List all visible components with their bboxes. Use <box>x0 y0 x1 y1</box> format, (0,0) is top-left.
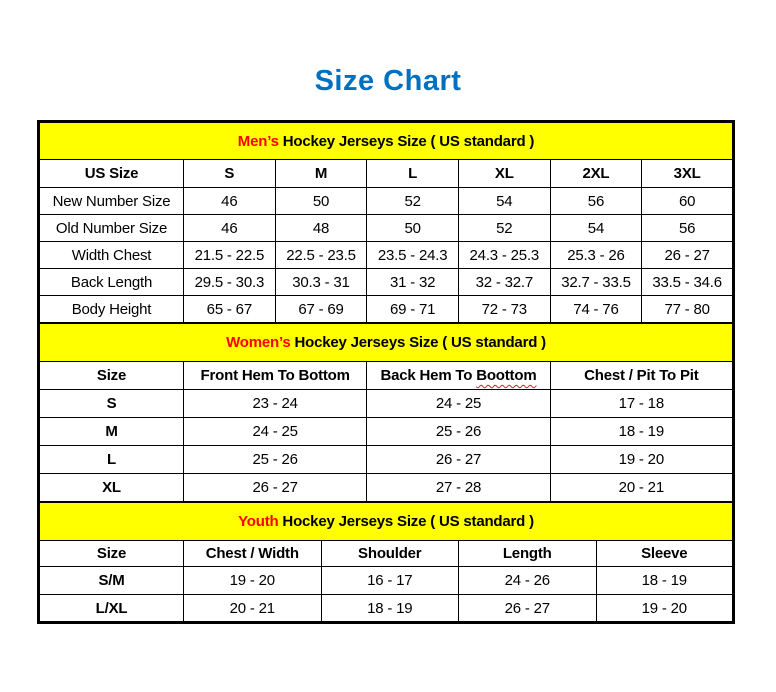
youth-col-chest-width: Chest / Width <box>184 541 322 567</box>
row-label: L/XL <box>39 595 184 623</box>
womens-col-back-hem-prefix: Back Hem To <box>380 367 477 384</box>
cell-value: 24 - 25 <box>367 390 550 418</box>
youth-size-table <box>37 502 735 624</box>
cell-value: 20 - 21 <box>550 474 733 502</box>
youth-col-sleeve: Sleeve <box>596 541 734 567</box>
cell-value: 26 - 27 <box>459 595 597 623</box>
cell-value: 72 - 73 <box>458 296 550 323</box>
mens-heading-rest: Hockey Jerseys Size ( US standard ) <box>278 132 535 150</box>
cell-value: 25.3 - 26 <box>550 242 642 269</box>
cell-value: 19 - 20 <box>550 446 733 474</box>
row-label: Back Length <box>39 269 184 296</box>
cell-value: 56 <box>550 188 642 215</box>
table-row <box>39 418 734 446</box>
table-row <box>39 390 734 418</box>
cell-value: 54 <box>458 188 550 215</box>
table-row <box>39 242 734 269</box>
row-label: Old Number Size <box>39 215 184 242</box>
womens-size-table <box>37 323 735 502</box>
cell-value: 18 - 19 <box>321 595 459 623</box>
cell-value: 46 <box>184 188 276 215</box>
size-tables-container <box>37 120 735 624</box>
cell-value: 27 - 28 <box>367 474 550 502</box>
cell-value: 20 - 21 <box>184 595 322 623</box>
table-row <box>39 296 734 323</box>
row-label: Width Chest <box>39 242 184 269</box>
row-label: S <box>39 390 184 418</box>
row-label: L <box>39 446 184 474</box>
cell-value: 18 - 19 <box>596 567 734 595</box>
cell-value: 56 <box>642 215 734 242</box>
row-label: New Number Size <box>39 188 184 215</box>
womens-heading-rest: Hockey Jerseys Size ( US standard ) <box>290 334 546 351</box>
table-row <box>39 567 734 595</box>
youth-heading-highlight: Youth <box>238 513 279 530</box>
cell-value: 21.5 - 22.5 <box>184 242 276 269</box>
youth-section-header-row <box>39 503 734 541</box>
cell-value: 25 - 26 <box>184 446 367 474</box>
cell-value: 50 <box>275 188 367 215</box>
mens-col-us-size: US Size <box>39 160 184 188</box>
row-label: M <box>39 418 184 446</box>
womens-section-header <box>39 324 734 362</box>
cell-value: 46 <box>184 215 276 242</box>
mens-col-l: L <box>367 160 459 188</box>
youth-column-header-row <box>39 541 734 567</box>
cell-value: 67 - 69 <box>275 296 367 323</box>
womens-col-back-hem <box>367 362 550 390</box>
womens-section-header-row <box>39 324 734 362</box>
cell-value: 65 - 67 <box>184 296 276 323</box>
mens-size-table <box>37 120 735 323</box>
cell-value: 22.5 - 23.5 <box>275 242 367 269</box>
womens-heading-highlight: Women’s <box>226 334 291 351</box>
cell-value: 24 - 25 <box>184 418 367 446</box>
cell-value: 19 - 20 <box>184 567 322 595</box>
cell-value: 54 <box>550 215 642 242</box>
youth-col-length: Length <box>459 541 597 567</box>
youth-heading-rest: Hockey Jerseys Size ( US standard ) <box>278 513 534 530</box>
cell-value: 52 <box>367 188 459 215</box>
mens-col-xl: XL <box>458 160 550 188</box>
page-title: Size Chart <box>314 65 462 97</box>
cell-value: 30.3 - 31 <box>275 269 367 296</box>
table-row <box>39 188 734 215</box>
cell-value: 50 <box>367 215 459 242</box>
row-label: Body Height <box>39 296 184 323</box>
cell-value: 48 <box>275 215 367 242</box>
cell-value: 60 <box>642 188 734 215</box>
cell-value: 17 - 18 <box>550 390 733 418</box>
youth-col-size: Size <box>39 541 184 567</box>
cell-value: 23.5 - 24.3 <box>367 242 459 269</box>
cell-value: 52 <box>458 215 550 242</box>
mens-section-header-row <box>39 122 734 160</box>
cell-value: 69 - 71 <box>367 296 459 323</box>
cell-value: 26 - 27 <box>184 474 367 502</box>
cell-value: 26 - 27 <box>642 242 734 269</box>
womens-col-size: Size <box>39 362 184 390</box>
cell-value: 33.5 - 34.6 <box>642 269 734 296</box>
womens-col-back-hem-misspelled-word: Boottom <box>476 367 537 384</box>
youth-section-header <box>39 503 734 541</box>
mens-column-header-row <box>39 160 734 188</box>
womens-column-header-row <box>39 362 734 390</box>
cell-value: 25 - 26 <box>367 418 550 446</box>
row-label: XL <box>39 474 184 502</box>
youth-col-shoulder: Shoulder <box>321 541 459 567</box>
table-row <box>39 269 734 296</box>
table-row <box>39 595 734 623</box>
cell-value: 29.5 - 30.3 <box>184 269 276 296</box>
cell-value: 26 - 27 <box>367 446 550 474</box>
cell-value: 23 - 24 <box>184 390 367 418</box>
cell-value: 77 - 80 <box>642 296 734 323</box>
cell-value: 31 - 32 <box>367 269 459 296</box>
cell-value: 32 - 32.7 <box>458 269 550 296</box>
cell-value: 19 - 20 <box>596 595 734 623</box>
table-row <box>39 215 734 242</box>
mens-col-2xl: 2XL <box>550 160 642 188</box>
mens-section-header <box>39 122 734 160</box>
table-row <box>39 474 734 502</box>
mens-col-s: S <box>184 160 276 188</box>
row-label: S/M <box>39 567 184 595</box>
cell-value: 74 - 76 <box>550 296 642 323</box>
womens-col-chest: Chest / Pit To Pit <box>550 362 733 390</box>
mens-col-3xl: 3XL <box>642 160 734 188</box>
cell-value: 32.7 - 33.5 <box>550 269 642 296</box>
table-row <box>39 446 734 474</box>
cell-value: 24 - 26 <box>459 567 597 595</box>
mens-col-m: M <box>275 160 367 188</box>
mens-heading-highlight: Men’s <box>237 132 279 150</box>
cell-value: 24.3 - 25.3 <box>458 242 550 269</box>
cell-value: 18 - 19 <box>550 418 733 446</box>
womens-col-front-hem: Front Hem To Bottom <box>184 362 367 390</box>
cell-value: 16 - 17 <box>321 567 459 595</box>
